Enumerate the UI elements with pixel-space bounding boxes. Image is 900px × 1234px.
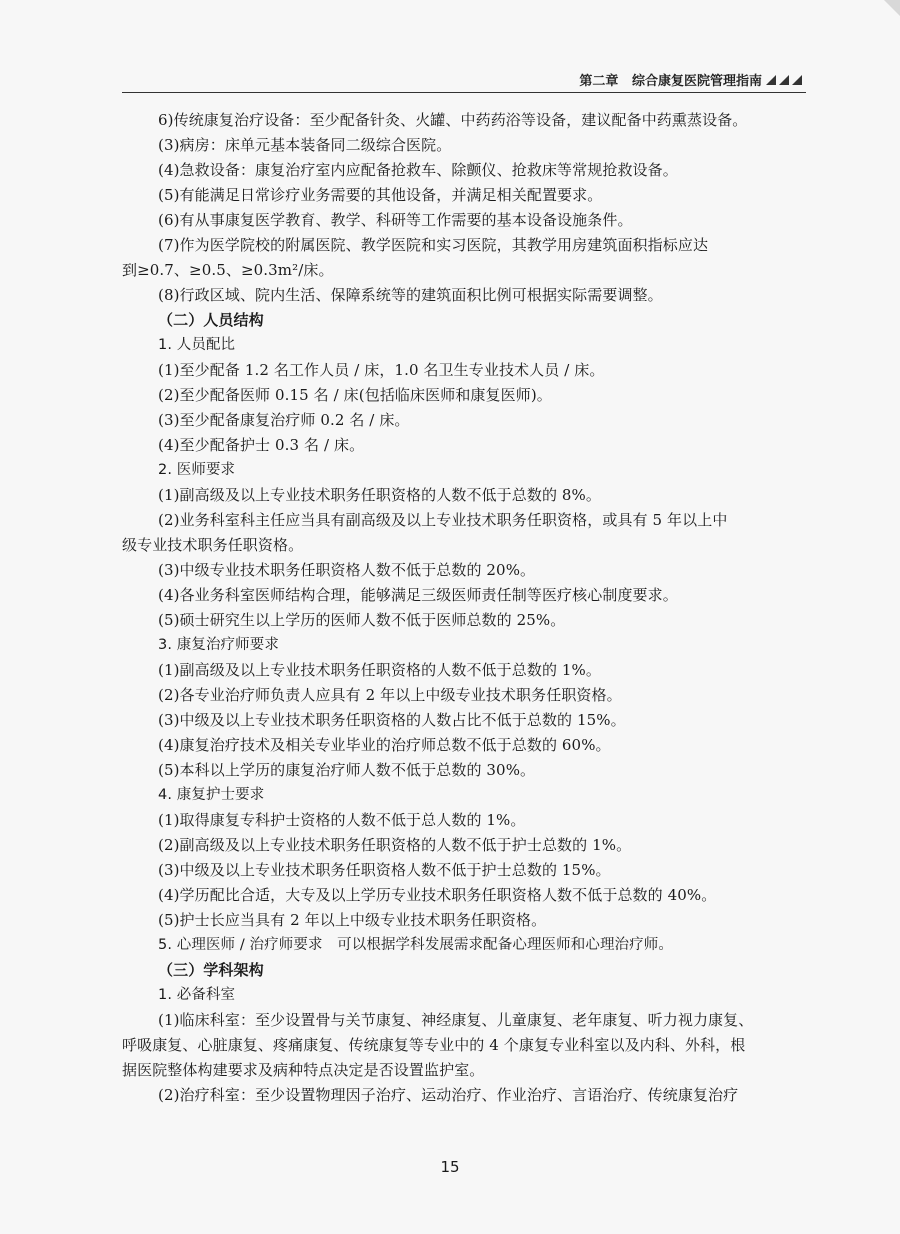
text-line: (8)行政区域、院内生活、保障系统等的建筑面积比例可根据实际需要调整。: [158, 286, 663, 304]
text-line: (2)治疗科室：至少设置物理因子治疗、运动治疗、作业治疗、言语治疗、传统康复治疗: [158, 1086, 739, 1104]
text-line: (2)至少配备医师 0.15 名 / 床(包括临床医师和康复医师)。: [158, 386, 552, 404]
text-line: (3)中级及以上专业技术职务任职资格人数不低于护士总数的 15%。: [158, 861, 611, 879]
text-line: (2)副高级及以上专业技术职务任职资格的人数不低于护士总数的 1%。: [158, 836, 632, 854]
subsection-heading: 1. 必备科室: [158, 987, 236, 1003]
header-title: [579, 70, 762, 89]
text-line: (3)病房：床单元基本装备同二级综合医院。: [158, 136, 452, 154]
text-line: (1)副高级及以上专业技术职务任职资格的人数不低于总数的 1%。: [158, 661, 602, 679]
text-line: (4)康复治疗技术及相关专业毕业的治疗师总数不低于总数的 60%。: [158, 736, 611, 754]
page-number: 15: [440, 1158, 460, 1176]
text-line: (1)副高级及以上专业技术职务任职资格的人数不低于总数的 8%。: [158, 486, 602, 504]
text-line: (5)有能满足日常诊疗业务需要的其他设备，并满足相关配置要求。: [158, 186, 603, 204]
text-line: (2)各专业治疗师负责人应具有 2 年以上中级专业技术职务任职资格。: [158, 686, 622, 704]
subsection-heading: 4. 康复护士要求: [158, 787, 265, 803]
body-text: [122, 108, 806, 1108]
text-line: (4)各业务科室医师结构合理，能够满足三级医师责任制等医疗核心制度要求。: [158, 586, 678, 604]
header-book-title: 综合康复医院管理指南: [631, 74, 762, 89]
subsection-heading: 2. 医师要求: [158, 462, 236, 478]
header-triangles-icon: [766, 74, 806, 86]
text-line: (1)临床科室：至少设置骨与关节康复、神经康复、儿童康复、老年康复、听力视力康复、: [158, 1011, 754, 1029]
section-heading: （二）人员结构: [158, 311, 264, 329]
text-line: (2)业务科室科主任应当具有副高级及以上专业技术职务任职资格，或具有 5 年以上中: [158, 511, 728, 529]
text-line: 呼吸康复、心脏康复、疼痛康复、传统康复等专业中的 4 个康复专业科室以及内科、外科，根: [122, 1036, 746, 1054]
text-line: (3)至少配备康复治疗师 0.2 名 / 床。: [158, 411, 410, 429]
text-line: (1)取得康复专科护士资格的人数不低于总人数的 1%。: [158, 811, 526, 829]
section-heading: （三）学科架构: [158, 961, 264, 979]
text-line: (5)护士长应当具有 2 年以上中级专业技术职务任职资格。: [158, 911, 547, 929]
text-line: (4)急救设备：康复治疗室内应配备抢救车、除颤仪、抢救床等常规抢救设备。: [158, 161, 678, 179]
text-line: (7)作为医学院校的附属医院、教学医院和实习医院，其教学用房建筑面积指标应达: [158, 236, 709, 254]
text-line: 6)传统康复治疗设备：至少配备针灸、火罐、中药药浴等设备，建议配备中药熏蒸设备。: [158, 111, 748, 129]
text-line: (6)有从事康复医学教育、教学、科研等工作需要的基本设备设施条件。: [158, 211, 633, 229]
text-line: (1)至少配备 1.2 名工作人员 / 床，1.0 名卫生专业技术人员 / 床。: [158, 361, 605, 379]
header-chapter: 第二章: [579, 74, 619, 89]
text-line: (5)硕士研究生以上学历的医师人数不低于医师总数的 25%。: [158, 611, 566, 629]
running-header: [122, 64, 806, 93]
text-line: 到≥0.7、≥0.5、≥0.3m²/床。: [122, 261, 334, 279]
text-line: (3)中级专业技术职务任职资格人数不低于总数的 20%。: [158, 561, 536, 579]
text-line: 据医院整体构建要求及病种特点决定是否设置监护室。: [122, 1061, 485, 1079]
text-line: (4)至少配备护士 0.3 名 / 床。: [158, 436, 365, 454]
text-line: (5)本科以上学历的康复治疗师人数不低于总数的 30%。: [158, 761, 536, 779]
subsection-heading: 1. 人员配比: [158, 337, 236, 353]
page-corner-fold: [884, 0, 900, 16]
subsection-heading: 3. 康复治疗师要求: [158, 637, 279, 653]
text-line: 级专业技术职务任职资格。: [122, 536, 304, 554]
text-line: (4)学历配比合适，大专及以上学历专业技术职务任职资格人数不低于总数的 40%。: [158, 886, 717, 904]
subsection-heading: 5. 心理医师 / 治疗师要求 可以根据学科发展需求配备心理医师和心理治疗师。: [158, 937, 673, 953]
text-line: (3)中级及以上专业技术职务任职资格的人数占比不低于总数的 15%。: [158, 711, 626, 729]
